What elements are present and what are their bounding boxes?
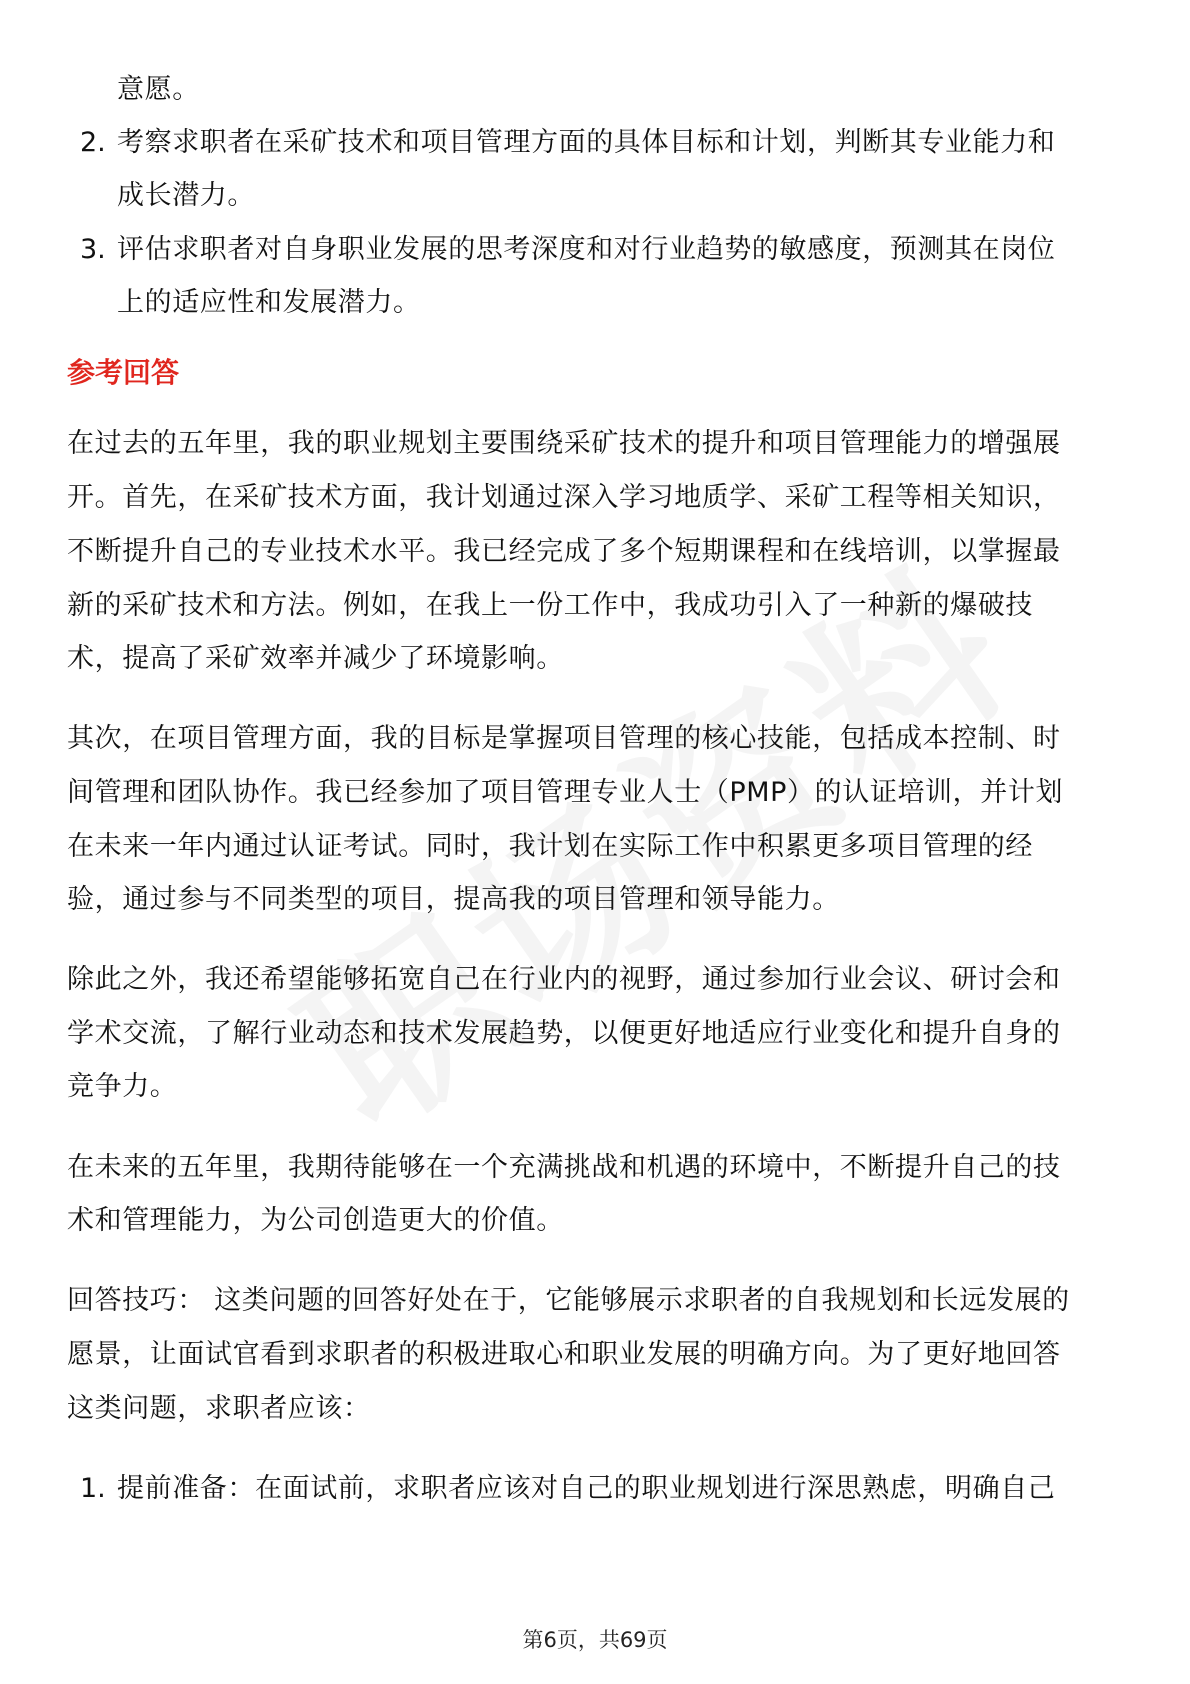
paragraph-line: 验，通过参与不同类型的项目，提高我的项目管理和领导能力。 — [67, 884, 840, 915]
paragraph-line: 除此之外，我还希望能够拓宽自己在行业内的视野，通过参加行业会议、研讨会和 — [67, 964, 1061, 995]
paragraph-line: 新的采矿技术和方法。例如，在我上一份工作中，我成功引入了一种新的爆破技 — [67, 590, 1033, 621]
paragraph-line: 其次，在项目管理方面，我的目标是掌握项目管理的核心技能，包括成本控制、时 — [67, 723, 1061, 754]
paragraph-line: 这类问题，求职者应该： — [67, 1393, 371, 1424]
list-item-number: 1. — [80, 1473, 106, 1504]
list-item-line: 意愿。 — [117, 74, 200, 105]
paragraph-line: 学术交流，了解行业动态和技术发展趋势，以便更好地适应行业变化和提升自身的 — [67, 1018, 1061, 1049]
paragraph-line: 开。首先，在采矿技术方面，我计划通过深入学习地质学、采矿工程等相关知识， — [67, 482, 1061, 513]
paragraph-line: 愿景，让面试官看到求职者的积极进取心和职业发展的明确方向。为了更好地回答 — [67, 1339, 1061, 1370]
paragraph-line: 术，提高了采矿效率并减少了环境影响。 — [67, 643, 564, 674]
paragraph-line: 在过去的五年里，我的职业规划主要围绕采矿技术的提升和项目管理能力的增强展 — [67, 428, 1061, 459]
list-item-number: 2. — [80, 127, 106, 158]
list-item-line: 考察求职者在采矿技术和项目管理方面的具体目标和计划，判断其专业能力和 — [117, 127, 1056, 158]
list-item-line: 成长潜力。 — [117, 180, 255, 211]
paragraph-line: 在未来一年内通过认证考试。同时，我计划在实际工作中积累更多项目管理的经 — [67, 831, 1033, 862]
page-number-footer: 第6页，共69页 — [522, 1628, 668, 1652]
paragraph-line: 回答技巧： 这类问题的回答好处在于，它能够展示求职者的自我规划和长远发展的 — [67, 1285, 1070, 1316]
list-item-number: 3. — [80, 234, 106, 265]
list-item-line: 提前准备：在面试前，求职者应该对自己的职业规划进行深思熟虑，明确自己 — [117, 1473, 1056, 1504]
section-heading: 参考回答 — [67, 356, 180, 389]
paragraph-line: 竞争力。 — [67, 1071, 178, 1102]
paragraph-line: 间管理和团队协作。我已经参加了项目管理专业人士（PMP）的认证培训，并计划 — [67, 777, 1064, 808]
list-item-line: 评估求职者对自身职业发展的思考深度和对行业趋势的敏感度，预测其在岗位 — [117, 234, 1056, 265]
paragraph-line: 术和管理能力，为公司创造更大的价值。 — [67, 1205, 564, 1236]
paragraph-line: 在未来的五年里，我期待能够在一个充满挑战和机遇的环境中，不断提升自己的技 — [67, 1152, 1061, 1183]
paragraph-line: 不断提升自己的专业技术水平。我已经完成了多个短期课程和在线培训，以掌握最 — [67, 536, 1061, 567]
list-item-line: 上的适应性和发展潜力。 — [117, 287, 421, 318]
